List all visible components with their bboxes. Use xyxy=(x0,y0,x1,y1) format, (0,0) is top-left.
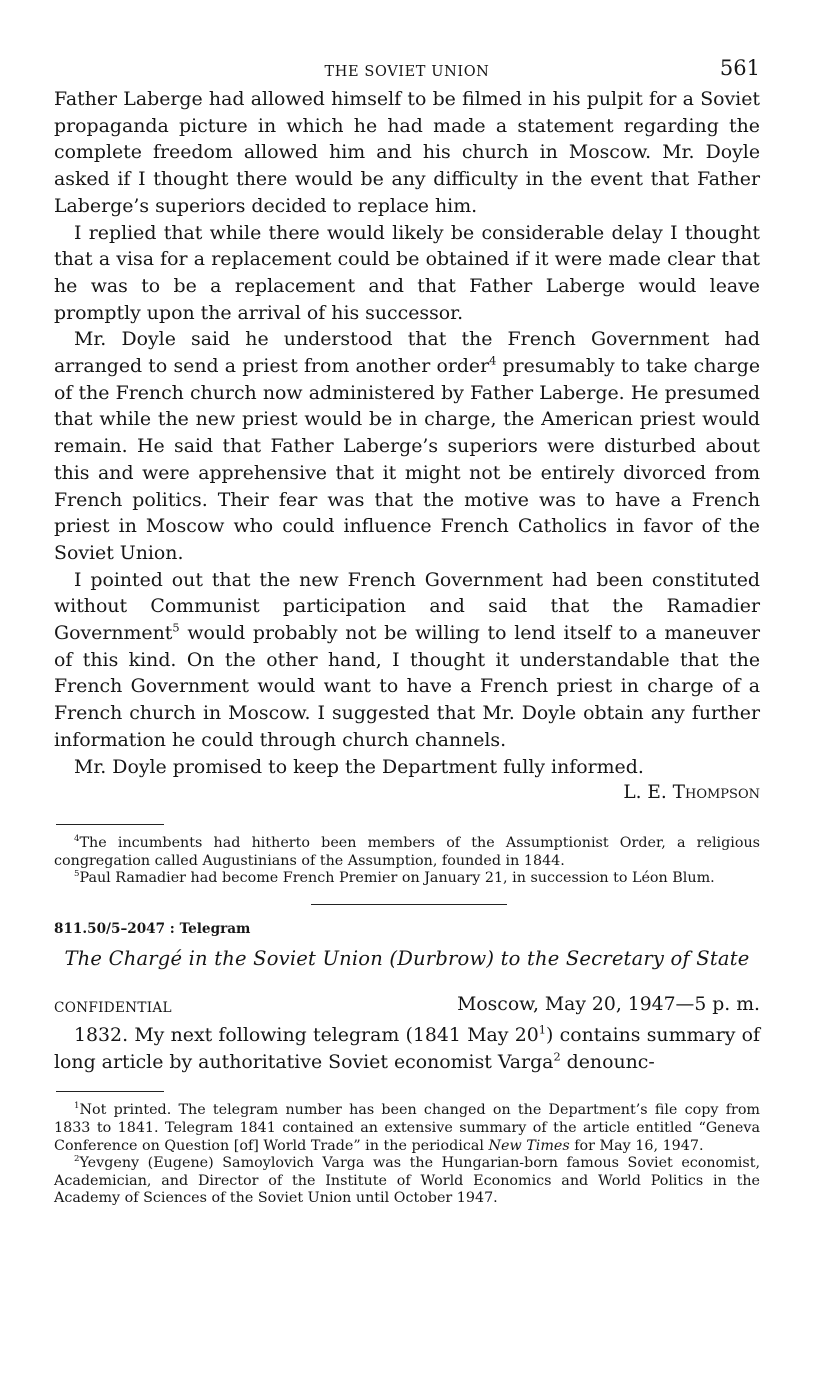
signature xyxy=(54,780,760,806)
footnote xyxy=(54,1155,760,1208)
footnote-text: The incumbents had hitherto been members of the Assumptionist Order, a religious congregation called Augustinians of the Assumption, founded in 1844. xyxy=(54,835,760,869)
footnote xyxy=(54,835,760,870)
footnotes-bottom xyxy=(54,1102,760,1208)
place-date: Moscow, May 20, 1947—5 p. m. xyxy=(457,994,760,1016)
signature-name: Thompson xyxy=(672,782,760,804)
periodical-title: New Times xyxy=(488,1137,570,1154)
footnote-ref: 5 xyxy=(172,620,180,635)
paragraph xyxy=(54,1022,760,1075)
running-head xyxy=(54,52,760,86)
paragraph-text: ) contains summary of long article by authoritative Soviet economist Varga xyxy=(54,1024,761,1073)
footnote-rule xyxy=(56,1091,164,1092)
paragraph-text: denounc- xyxy=(560,1050,655,1073)
paragraph xyxy=(54,567,760,754)
document-title: The Chargé in the Soviet Union (Durbrow) to the Secretary of State xyxy=(64,947,750,971)
footnote-text: Paul Ramadier had become French Premier on January 21, in succession to Léon Blum. xyxy=(79,870,715,887)
classification-label: CONFIDENTIAL xyxy=(54,1000,172,1017)
footnote-rule xyxy=(56,824,164,825)
footnote-text: Not printed. The telegram number has been changed on the Department’s file copy from 1833 to 1841. Telegram 1841 contained an extensive summary of the article entitled “Geneva Conference on Question [of] World Trade” in the periodical xyxy=(54,1102,760,1154)
dateline xyxy=(54,994,760,1022)
footnote xyxy=(54,1102,760,1155)
footnote-number: 4 xyxy=(74,834,80,845)
paragraph-text: would probably not be willing to lend itself to a maneuver of this kind. On the other hand, I thought it understandable that the French Government would want to have a French priest in charge of a French church in Moscow. I suggested that Mr. Doyle obtain any further information he could through church channels. xyxy=(54,622,760,751)
signature-initials: L. E. xyxy=(623,782,673,804)
telegram-body xyxy=(54,1022,760,1075)
running-title: THE SOVIET UNION xyxy=(324,64,490,80)
paragraph xyxy=(54,326,760,566)
paragraph-text: I pointed out that the new French Government had been constituted without Communist participation and said that the Ramadier Government xyxy=(54,568,760,645)
paragraph: Father Laberge had allowed himself to be filmed in his pulpit for a Soviet propaganda picture in which he had made a statement regarding the complete freedom allowed him and his church in Moscow. Mr. Doyle asked if I thought there would be any difficulty in the event that Father Laberge’s superiors decided to replace him. xyxy=(54,88,760,217)
paragraph-text: 1832. My next following telegram (1841 May 20 xyxy=(74,1024,539,1047)
section-divider xyxy=(311,904,507,905)
footnote-ref: 4 xyxy=(489,353,497,368)
paragraph-text: presumably to take charge of the French church now administered by Father Laberge. He presumed that while the new priest would be in charge, the American priest would remain. He said that Father Laberge’s superiors were disturbed about this and were apprehensive that it might not be entirely divorced from French politics. Their fear was that the motive was to have a French priest in Moscow who could influence French Catholics in favor of the Soviet Union. xyxy=(54,355,760,564)
paragraph: I replied that while there would likely be considerable delay I thought that a visa for a replacement could be obtained if it were made clear that he was to be a replacement and that Father Laberge would leave promptly upon the arrival of his successor. xyxy=(54,221,760,324)
footnote-number: 5 xyxy=(74,869,80,880)
footnote xyxy=(54,870,760,888)
paragraph: Mr. Doyle promised to keep the Department fully informed. xyxy=(74,755,644,778)
footnotes-top xyxy=(54,835,760,888)
footnote-text: for May 16, 1947. xyxy=(569,1137,704,1154)
footnote-number: 1 xyxy=(74,1101,80,1112)
footnote-number: 2 xyxy=(74,1154,80,1165)
footnote-ref: 2 xyxy=(553,1049,561,1064)
page-number: 561 xyxy=(719,56,760,80)
body-text xyxy=(54,86,760,806)
paragraph-text: Mr. Doyle said he understood that the French Government had arranged to send a priest from another order xyxy=(54,328,760,378)
footnote-ref: 1 xyxy=(538,1022,546,1037)
footnote-text: Yevgeny (Eugene) Samoylovich Varga was the Hungarian-born famous Soviet economist, Academician, and Director of the Institute of World Economics and World Politics in the Academy of Sciences of the Soviet Union until October 1947. xyxy=(54,1155,760,1207)
document-page xyxy=(54,52,760,1208)
file-number: 811.50/5–2047 : Telegram xyxy=(54,921,251,938)
